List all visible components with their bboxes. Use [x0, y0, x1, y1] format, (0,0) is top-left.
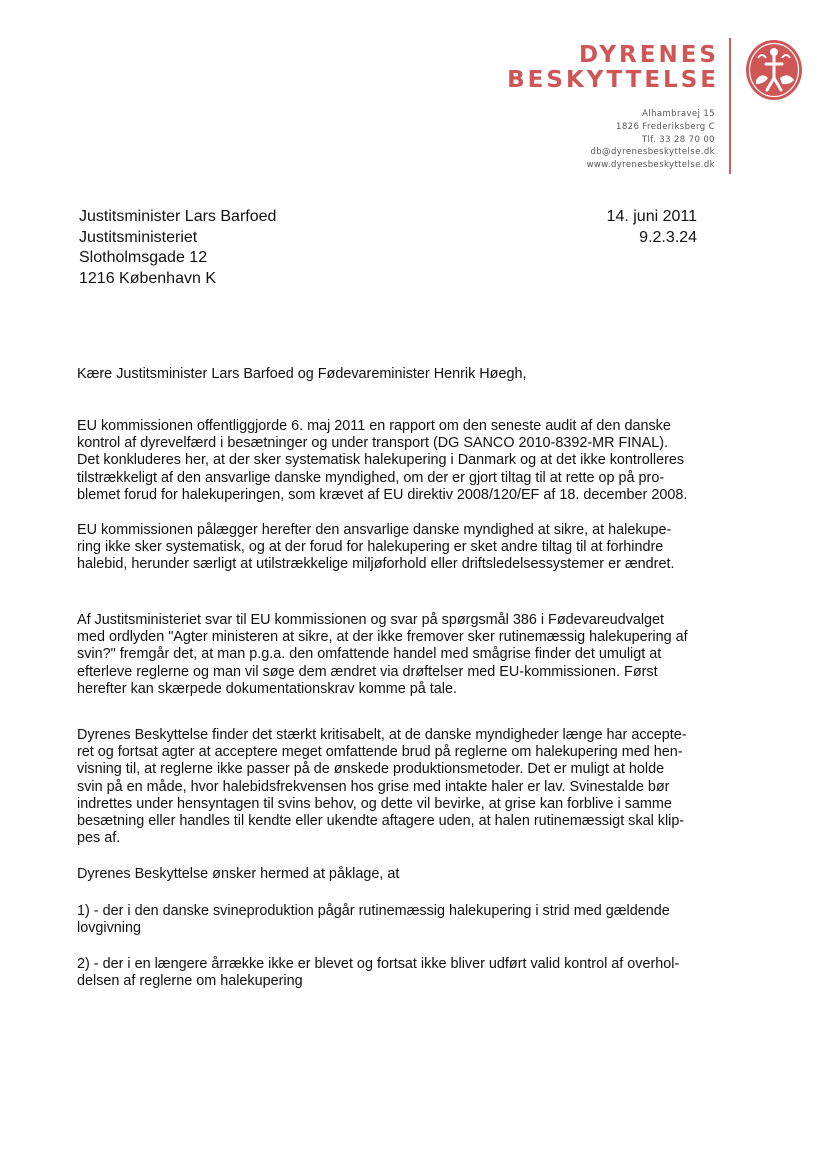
text-line: ret og fortsat agter at acceptere meget omfattende brud på reglerne om halekupering med hen- — [77, 744, 683, 761]
text-line: pes af. — [77, 830, 121, 847]
paragraph-1 — [77, 418, 747, 504]
paragraph-3 — [77, 612, 747, 698]
recipient-line: Justitsminister Lars Barfoed — [79, 208, 277, 225]
address-city: 1826 Frederiksberg C — [616, 121, 715, 132]
text-line: lovgivning — [77, 920, 141, 937]
text-line: Af Justitsministeriet svar til EU kommissionen og svar på spørgsmål 386 i Fødevareudvalget — [77, 612, 665, 628]
text-line: besætning eller handles til kendte eller ukendte aftagere uden, at halen rutinemæssigt skal klip- — [77, 813, 685, 830]
text-line: tilstrækkeligt af den ansvarlige danske myndighed, om der er gjort tiltag til at rette op på pro- — [77, 469, 665, 486]
text-line: delsen af reglerne om halekupering — [77, 973, 303, 990]
recipient-line: 1216 København K — [79, 269, 216, 287]
text-line: herefter kan skærpede dokumentationskrav komme på tale. — [77, 680, 457, 697]
complaint-point-1 — [77, 903, 747, 937]
letter-reference: 9.2.3.24 — [639, 228, 697, 246]
salutation-text: Kære Justitsminister Lars Barfoed og Fødevareminister Henrik Høegh, — [77, 366, 527, 382]
text-line: 1) - der i den danske svineproduktion pågår rutinemæssig halekupering i strid med gældende — [77, 903, 670, 919]
complaint-point-2 — [77, 956, 747, 990]
paragraph-4 — [77, 727, 747, 847]
brand-name-line-2: BESKYTTELSE — [507, 67, 719, 93]
recipient-address — [79, 207, 276, 289]
brand-name-line-1: DYRENES — [578, 42, 719, 68]
address-street: Alhambravej 15 — [642, 109, 715, 119]
text-line: visning til, at reglerne ikke passer på de ønskede produktionsmetoder. Det er muligt at holde — [77, 761, 665, 778]
website-address: www.dyrenesbeskyttelse.dk — [586, 160, 715, 171]
letter-date: 14. juni 2011 — [606, 208, 697, 225]
letterhead-divider — [729, 38, 731, 174]
text-line: blemet forud for halekuperingen, som krævet af EU direktiv 2008/120/EF af 18. december 2008. — [77, 486, 688, 503]
text-line: ring ikke sker systematisk, og at der forud for halekupering er sket andre tiltag til at forhindre — [77, 539, 664, 556]
paragraph-5 — [77, 866, 747, 883]
letterhead-contact — [587, 108, 715, 172]
letter-meta — [607, 207, 697, 248]
text-line: indrettes under hensyntagen til svins behov, og dette vil bevirke, at grise kan forblive i samme — [77, 795, 672, 812]
text-line: EU kommissionen pålægger herefter den ansvarlige danske myndighed at sikre, at halekupe- — [77, 522, 672, 538]
text-line: kontrol af dyrevelfærd i besætninger og under transport (DG SANCO 2010-8392-MR FINAL). — [77, 435, 669, 452]
text-line: svin?" fremgår det, at man p.g.a. den omfattende handel med smågrise finder det umuligt at — [77, 646, 662, 663]
text-line: Dyrenes Beskyttelse ønsker hermed at påklage, at — [77, 866, 400, 882]
recipient-line: Slotholmsgade 12 — [79, 249, 208, 266]
text-line: 2) - der i en længere årrække ikke er blevet og fortsat ikke bliver udført valid kontrol af overhol- — [77, 956, 680, 972]
email-address: db@dyrenesbeskyttelse.dk — [590, 147, 715, 158]
dyrenes-beskyttelse-emblem-icon — [744, 38, 804, 102]
text-line: Det konkluderes her, at der sker systematisk halekupering i Danmark og at det ikke kontrolleres — [77, 452, 685, 469]
paragraph-2 — [77, 522, 747, 574]
text-line: svin på en måde, hvor halebidsfrekvensen hos grise med intakte haler er lav. Svinestalde bør — [77, 778, 670, 795]
phone-number: Tlf. 33 28 70 00 — [641, 134, 715, 145]
salutation — [77, 366, 747, 383]
text-line: efterleve reglerne og man vil søge dem ændret via drøftelser med EU-kommissionen. Først — [77, 663, 658, 680]
text-line: EU kommissionen offentliggjorde 6. maj 2011 en rapport om den seneste audit af den danske — [77, 418, 671, 434]
text-line: med ordlyden "Agter ministeren at sikre, at der ikke fremover sker rutinemæssig halekupering af — [77, 629, 688, 646]
recipient-line: Justitsministeriet — [79, 228, 198, 246]
text-line: halebid, herunder særligt at utilstrækkelige miljøforhold eller driftsledelsessystemer er ændret. — [77, 556, 675, 573]
text-line: Dyrenes Beskyttelse finder det stærkt kritisabelt, at de danske myndigheder længe har accepte- — [77, 727, 687, 743]
